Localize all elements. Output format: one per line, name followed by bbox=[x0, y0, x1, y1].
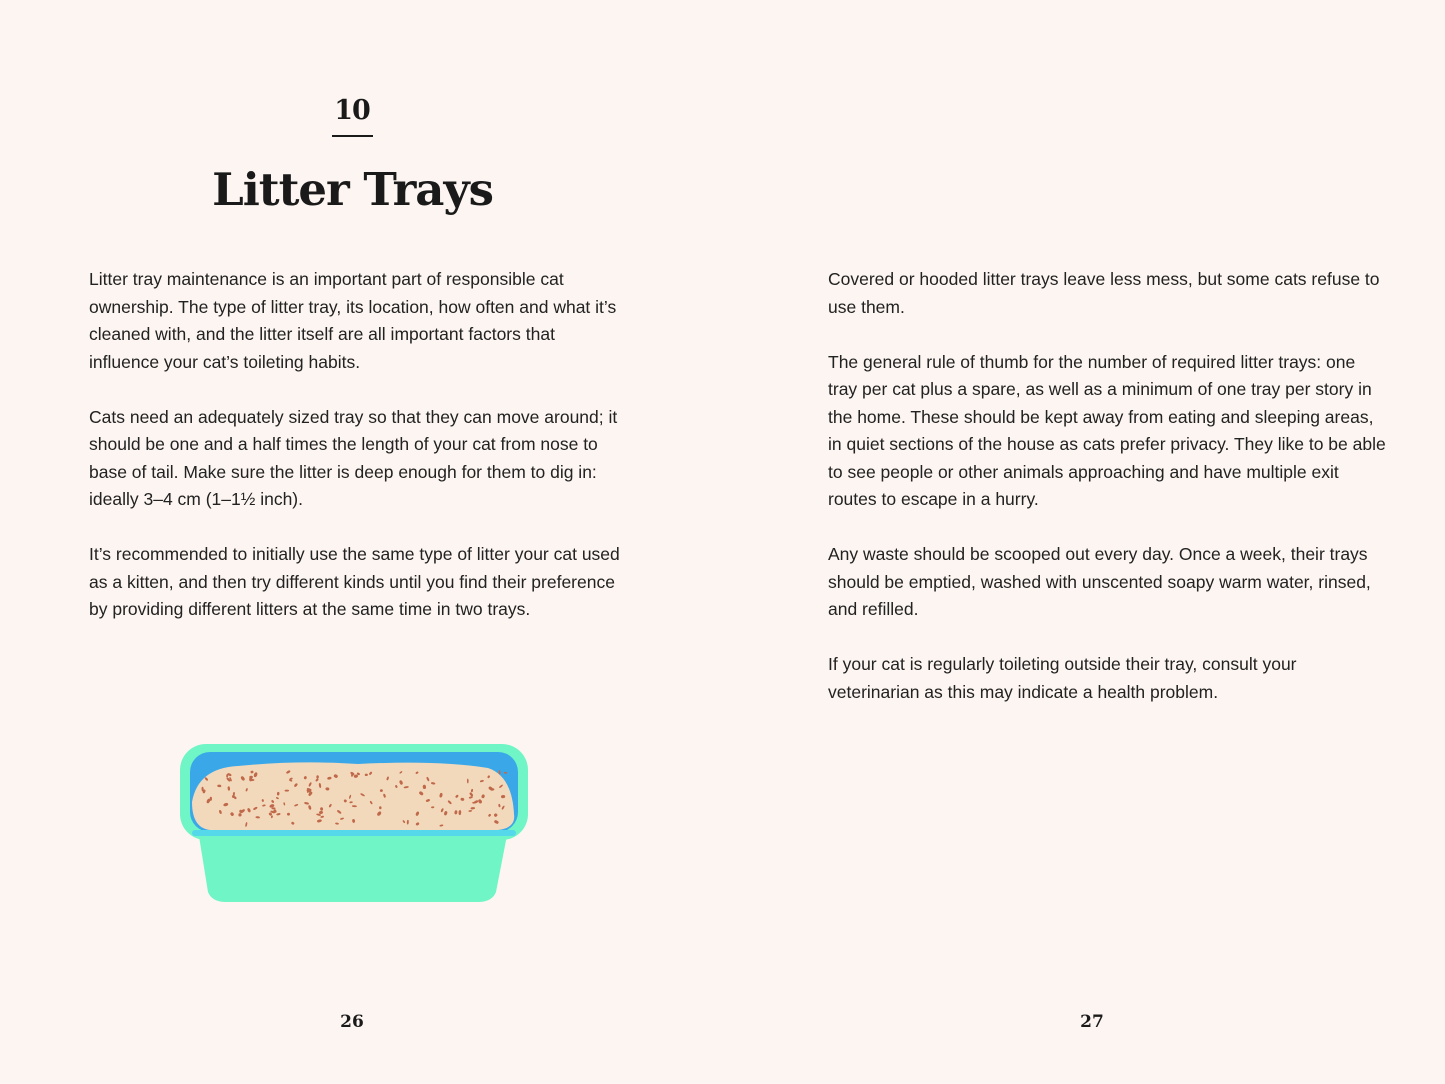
paragraph: If your cat is regularly toileting outside their tray, consult your veterinarian as this may indicate a health problem. bbox=[828, 654, 1297, 702]
paragraph: Any waste should be scooped out every day. Once a week, their trays should be emptied, washed with unscented soapy warm water, rinsed, and refilled. bbox=[828, 544, 1371, 619]
paragraph: Cats need an adequately sized tray so that they can move around; it should be one and a half times the length of your cat from nose to base of tail. Make sure the litter is deep enough for them to dig in: ideally 3–4 cm (1–1½ inch). bbox=[89, 406, 618, 509]
chapter-number-underline bbox=[332, 135, 373, 137]
chapter-number: 10 bbox=[334, 95, 370, 126]
left-page bbox=[0, 0, 722, 1084]
paragraph: It’s recommended to initially use the same type of litter your cat used as a kitten, and then try different kinds until you find their preference by providing different litters at the same time in two trays. bbox=[89, 544, 620, 619]
tray-body bbox=[198, 830, 508, 902]
paragraph: Covered or hooded litter trays leave less mess, but some cats refuse to use them. bbox=[828, 269, 1380, 317]
tray-lip bbox=[192, 830, 516, 836]
page-number: 26 bbox=[340, 1012, 364, 1032]
chapter-title: Litter Trays bbox=[212, 163, 493, 216]
left-body-text bbox=[89, 266, 629, 651]
right-page bbox=[722, 0, 1445, 1084]
paragraph: The general rule of thumb for the number of required litter trays: one tray per cat plus a spare, as well as a minimum of one tray per story in the home. These should be kept away from eating and sleeping areas, in quiet sections of the house as cats prefer privacy. They like to be able to see people or other animals approaching and have multiple exit routes to escape in a hurry. bbox=[828, 351, 1386, 509]
page-number: 27 bbox=[1080, 1012, 1104, 1032]
right-body-text bbox=[828, 266, 1388, 734]
litter-tray-illustration bbox=[178, 742, 530, 906]
paragraph: Litter tray maintenance is an important part of responsible cat ownership. The type of litter tray, its location, how often and what it’s cleaned with, and the litter itself are all important factors that influence your cat’s toileting habits. bbox=[89, 269, 617, 372]
